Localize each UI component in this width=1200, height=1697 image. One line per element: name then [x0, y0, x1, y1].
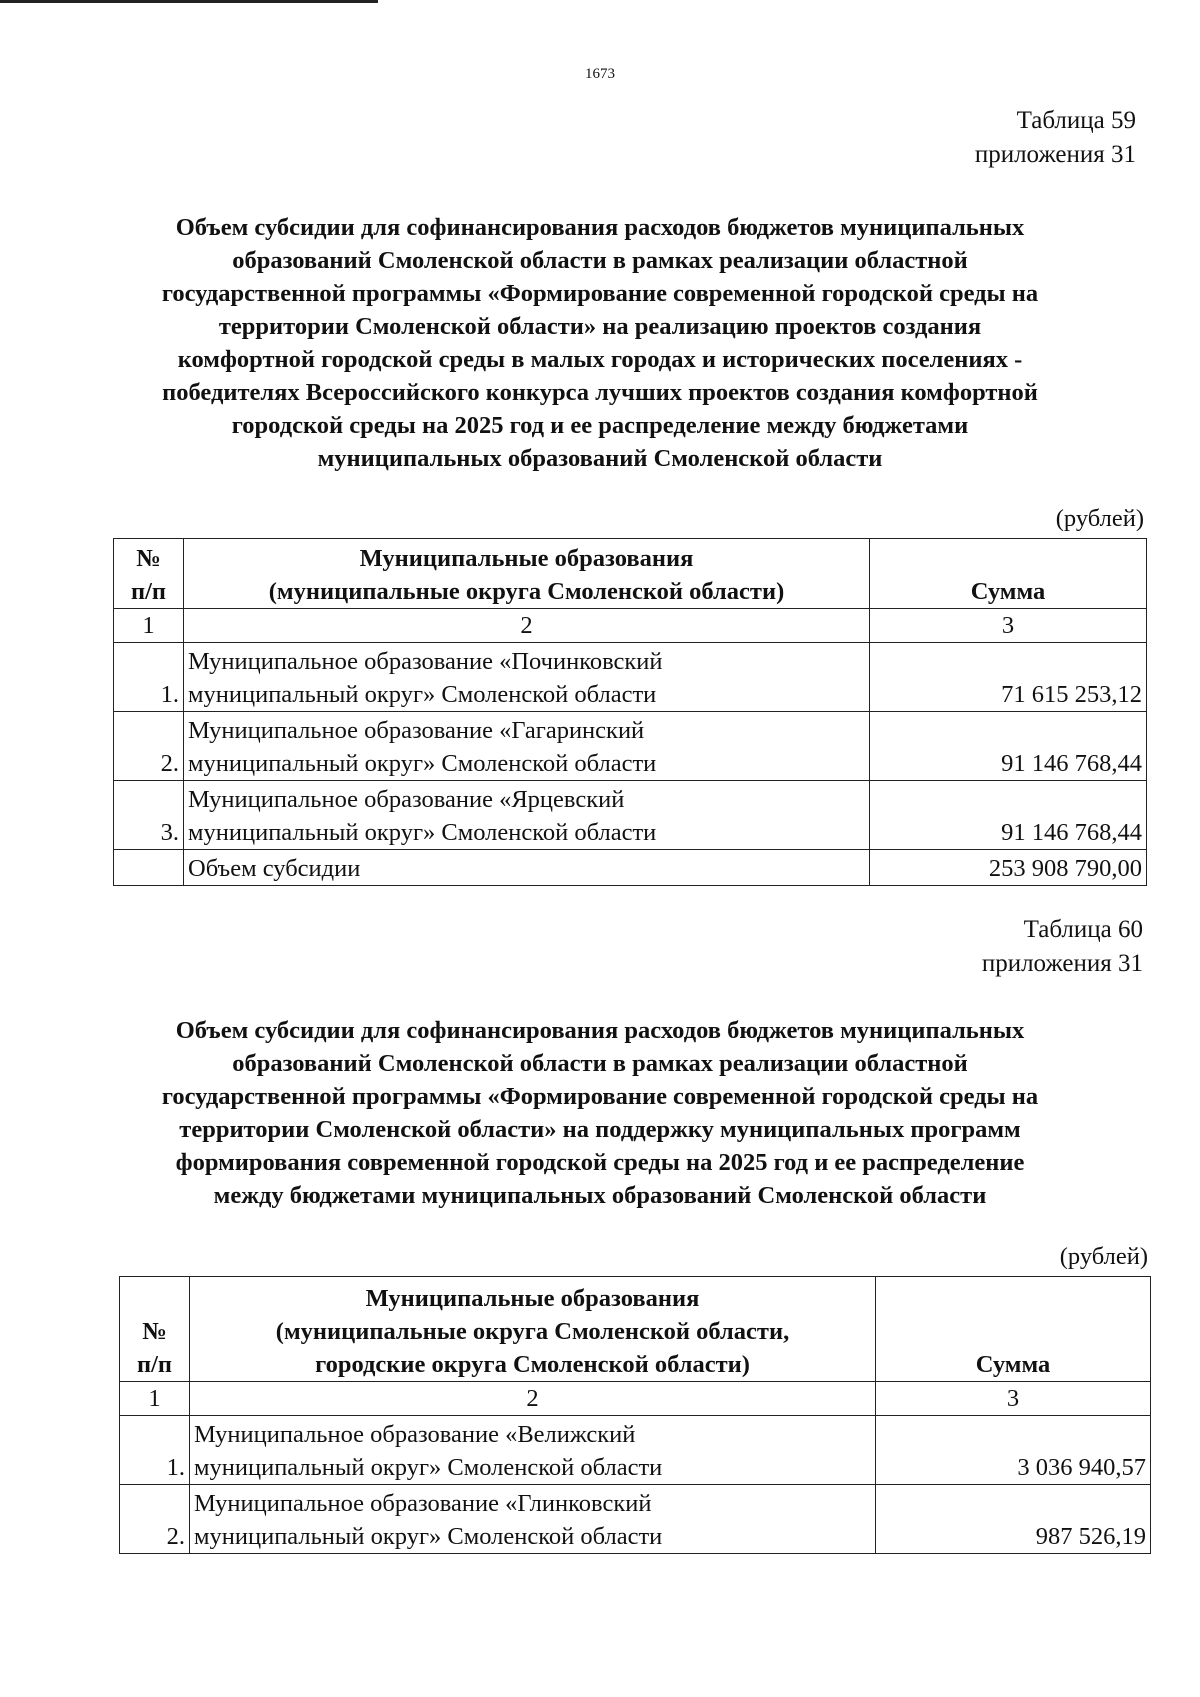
page-number: 1673 — [585, 66, 615, 82]
table59-ref-line1: Таблица 59 — [1016, 107, 1136, 134]
title-line: образований Смоленской области в рамках реализации областной — [232, 1050, 968, 1077]
total-label: Объем субсидии — [184, 850, 870, 886]
column-number-row — [120, 1382, 1151, 1416]
table59-unit: (рублей) — [1055, 505, 1144, 532]
title-line: территории Смоленской области» на поддержку муниципальных программ — [179, 1116, 1021, 1143]
table59-grid — [113, 538, 1147, 886]
title-line: образований Смоленской области в рамках реализации областной — [232, 247, 968, 274]
table59-title — [40, 211, 1160, 475]
header-sum: Сумма — [870, 539, 1147, 609]
table-row — [114, 643, 1147, 712]
table-header-row — [114, 539, 1147, 609]
title-line: Объем субсидии для софинансирования расходов бюджетов муниципальных — [175, 1017, 1025, 1044]
municipality-name: Муниципальное образование «Велижский муниципальный округ» Смоленской области — [190, 1416, 876, 1485]
header-num: № п/п — [120, 1277, 190, 1382]
column-number: 3 — [870, 609, 1147, 643]
row-number: 1. — [114, 643, 184, 712]
header-sum: Сумма — [876, 1277, 1151, 1382]
table-row — [114, 781, 1147, 850]
header-municipality: Муниципальные образования (муниципальные округа Смоленской области) — [184, 539, 870, 609]
row-number: 3. — [114, 781, 184, 850]
table60-title — [40, 1014, 1160, 1212]
table60-unit: (рублей) — [1059, 1243, 1148, 1270]
amount: 3 036 940,57 — [876, 1416, 1151, 1485]
title-line: муниципальных образований Смоленской области — [317, 445, 883, 472]
amount: 91 146 768,44 — [870, 712, 1147, 781]
table60-grid — [119, 1276, 1151, 1554]
title-line: территории Смоленской области» на реализацию проектов создания — [218, 313, 982, 340]
title-line: городской среды на 2025 год и ее распределение между бюджетами — [231, 412, 969, 439]
title-line: Объем субсидии для софинансирования расходов бюджетов муниципальных — [175, 214, 1025, 241]
table-row — [120, 1485, 1151, 1554]
table60-ref-line1: Таблица 60 — [1023, 916, 1143, 943]
table60-ref-line2: приложения 31 — [981, 950, 1143, 977]
title-line: комфортной городской среды в малых городах и исторических поселениях - — [177, 346, 1023, 373]
scan-edge-line — [0, 0, 378, 3]
title-line: между бюджетами муниципальных образований Смоленской области — [213, 1182, 987, 1209]
table-header-row — [120, 1277, 1151, 1382]
header-municipality: Муниципальные образования (муниципальные округа Смоленской области, городские округа Смоленской области) — [190, 1277, 876, 1382]
title-line: победителях Всероссийского конкурса лучших проектов создания комфортной — [162, 379, 1038, 406]
column-number: 3 — [876, 1382, 1151, 1416]
total-num-empty — [114, 850, 184, 886]
table59-ref-line2: приложения 31 — [974, 141, 1136, 168]
total-row — [114, 850, 1147, 886]
municipality-name: Муниципальное образование «Глинковский муниципальный округ» Смоленской области — [190, 1485, 876, 1554]
title-line: государственной программы «Формирование современной городской среды на — [161, 1083, 1039, 1110]
column-number: 2 — [184, 609, 870, 643]
column-number-row — [114, 609, 1147, 643]
amount: 987 526,19 — [876, 1485, 1151, 1554]
title-line: государственной программы «Формирование современной городской среды на — [161, 280, 1039, 307]
row-number: 2. — [114, 712, 184, 781]
title-line: формирования современной городской среды на 2025 год и ее распределение — [175, 1149, 1025, 1176]
header-num: № п/п — [114, 539, 184, 609]
municipality-name: Муниципальное образование «Ярцевский муниципальный округ» Смоленской области — [184, 781, 870, 850]
amount: 91 146 768,44 — [870, 781, 1147, 850]
total-amount: 253 908 790,00 — [870, 850, 1147, 886]
column-number: 1 — [120, 1382, 190, 1416]
table59-reference — [975, 104, 1136, 172]
row-number: 1. — [120, 1416, 190, 1485]
municipality-name: Муниципальное образование «Починковский муниципальный округ» Смоленской области — [184, 643, 870, 712]
municipality-name: Муниципальное образование «Гагаринский муниципальный округ» Смоленской области — [184, 712, 870, 781]
table-row — [120, 1416, 1151, 1485]
table-row — [114, 712, 1147, 781]
row-number: 2. — [120, 1485, 190, 1554]
column-number: 1 — [114, 609, 184, 643]
column-number: 2 — [190, 1382, 876, 1416]
amount: 71 615 253,12 — [870, 643, 1147, 712]
table60-reference — [982, 913, 1143, 981]
